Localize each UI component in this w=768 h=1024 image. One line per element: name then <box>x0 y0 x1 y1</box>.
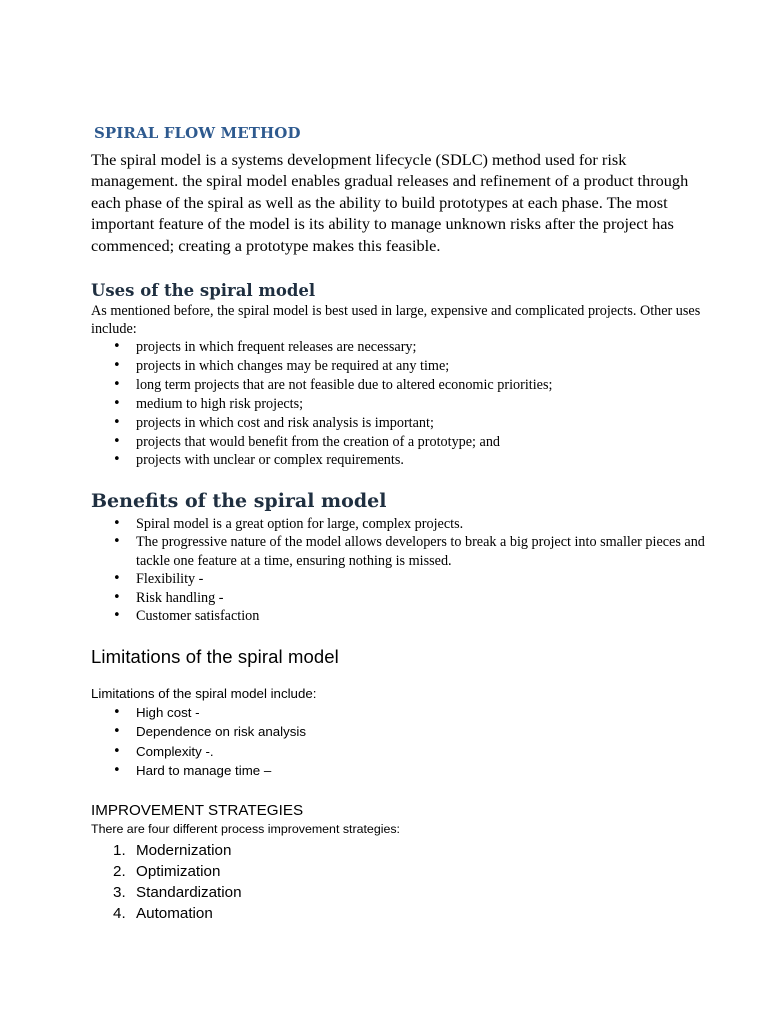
list-number: 2. <box>113 863 126 880</box>
list-item <box>113 840 708 861</box>
list-item: • High cost - <box>113 703 708 722</box>
list-item: • medium to high risk projects; <box>113 395 708 414</box>
improvement-section <box>91 801 708 924</box>
limitations-intro: Limitations of the spiral model include: <box>91 686 317 701</box>
limitations-heading: Limitations of the spiral model <box>91 646 339 667</box>
list-item: • Flexibility - <box>113 570 708 588</box>
list-item <box>113 861 708 882</box>
list-item: • Hard to manage time – <box>113 761 708 780</box>
uses-list <box>113 338 708 470</box>
list-item <box>113 882 708 903</box>
page-title: SPIRAL FLOW METHOD <box>94 124 301 142</box>
list-label: Standardization <box>136 884 242 901</box>
list-item <box>113 903 708 924</box>
improvement-intro: There are four different process improvement strategies: <box>91 822 400 836</box>
list-number: 1. <box>113 842 126 859</box>
list-item: • Risk handling - <box>113 589 708 607</box>
list-item: • projects in which cost and risk analysis is important; <box>113 414 708 433</box>
benefits-heading: Benefits of the spiral model <box>91 490 387 512</box>
limitations-section <box>91 645 708 780</box>
improvement-heading: IMPROVEMENT STRATEGIES <box>91 802 304 819</box>
list-item: • projects in which changes may be required at any time; <box>113 357 708 376</box>
list-label: Automation <box>136 905 213 922</box>
list-item: • Spiral model is a great option for large, complex projects. <box>113 515 708 533</box>
list-label: Optimization <box>136 863 221 880</box>
list-item: • projects with unclear or complex requirements. <box>113 451 708 470</box>
list-item: • Dependence on risk analysis <box>113 722 708 741</box>
limitations-list <box>113 703 708 780</box>
benefits-section <box>91 488 708 625</box>
list-number: 3. <box>113 884 126 901</box>
uses-section <box>91 280 708 470</box>
list-label: Modernization <box>136 842 232 859</box>
list-item: • projects in which frequent releases are necessary; <box>113 338 708 357</box>
uses-heading: Uses of the spiral model <box>91 281 316 300</box>
list-item: • Complexity -. <box>113 742 708 761</box>
benefits-list <box>113 515 708 625</box>
list-number: 4. <box>113 905 126 922</box>
improvement-list <box>113 840 708 924</box>
list-item: • The progressive nature of the model allows developers to break a big project into smaller pieces and tackle one feature at a time, ensuring nothing is missed. <box>113 533 708 570</box>
uses-intro: As mentioned before, the spiral model is best used in large, expensive and complicated projects. Other uses include: <box>91 303 701 337</box>
list-item: • projects that would benefit from the creation of a prototype; and <box>113 433 708 452</box>
list-item: • Customer satisfaction <box>113 607 708 625</box>
list-item: • long term projects that are not feasible due to altered economic priorities; <box>113 376 708 395</box>
intro-section <box>91 124 708 256</box>
intro-paragraph: The spiral model is a systems development lifecycle (SDLC) method used for risk management. the spiral model enables gradual releases and refinement of a product through each phase of the spiral as well as the ability to build prototypes at each phase. The most important feature of the model is its ability to manage unknown risks after the project has commenced; creating a prototype makes this feasible. <box>91 150 689 255</box>
